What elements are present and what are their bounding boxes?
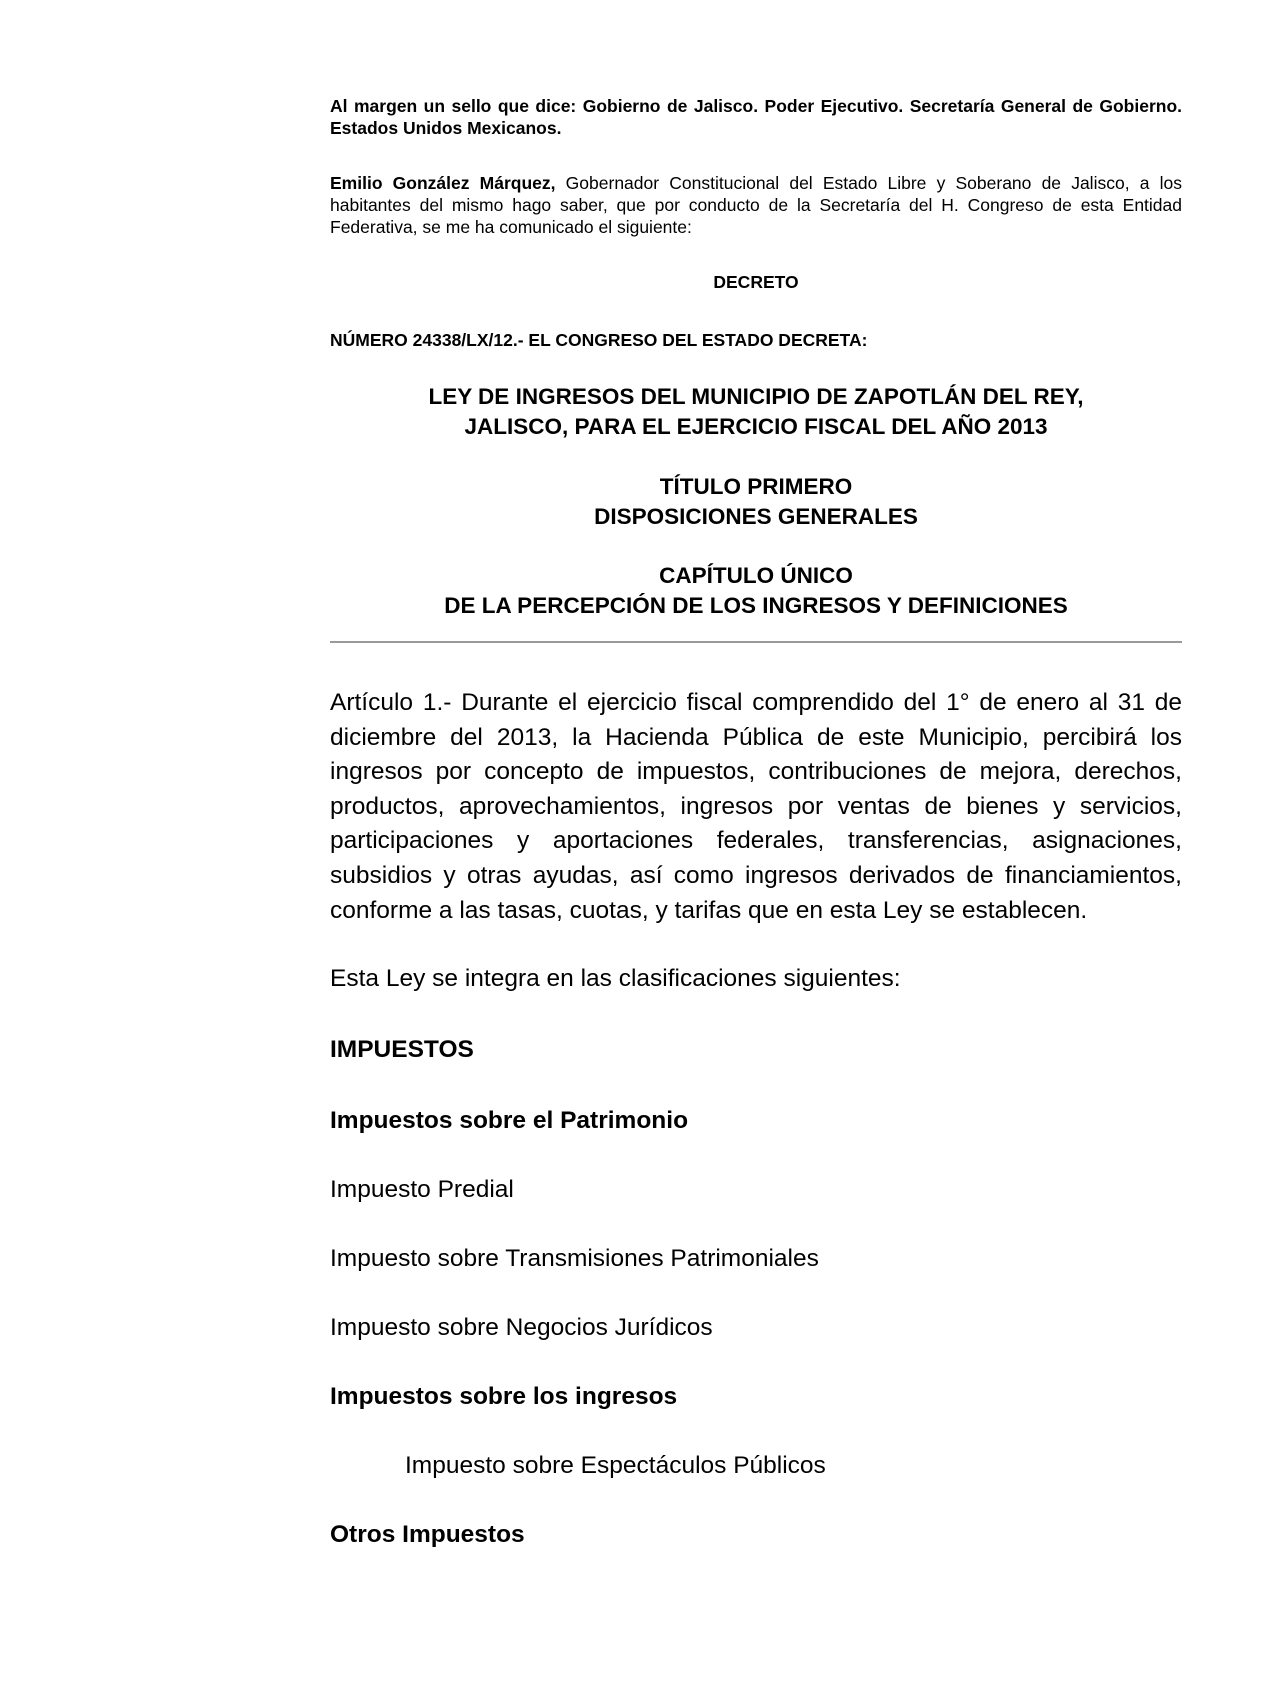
law-title	[330, 382, 1182, 442]
list-item-negocios: Impuesto sobre Negocios Jurídicos	[330, 1314, 713, 1341]
title-heading	[330, 472, 1182, 532]
decree-number: NÚMERO 24338/LX/12.- EL CONGRESO DEL ESTADO DECRETA:	[330, 330, 868, 350]
decreto-heading: DECRETO	[713, 272, 799, 292]
list-item-predial: Impuesto Predial	[330, 1176, 514, 1203]
patrimonio-heading: Impuestos sobre el Patrimonio	[330, 1107, 689, 1134]
article-1-paragraph: Artículo 1.- Durante el ejercicio fiscal comprendido del 1° de enero al 31 de diciembre del 2013, la Hacienda Pública de este Municipio, percibirá los ingresos por concepto de impuestos, contribuciones de mejora, derechos, productos, aprovechamientos, ingresos por ventas de bienes y servicios, participaciones y aportaciones federales, transferencias, asignaciones, subsidios y otras ayudas, así como ingresos derivados de financiamientos, conforme a las tasas, cuotas, y tarifas que en esta Ley se establecen.	[330, 689, 1182, 924]
title-heading-line-2: DISPOSICIONES GENERALES	[594, 504, 918, 529]
seal-note: Al margen un sello que dice: Gobierno de Jalisco. Poder Ejecutivo. Secretaría General de Gobierno. Estados Unidos Mexicanos.	[330, 96, 1182, 138]
chapter-heading-line-2: DE LA PERCEPCIÓN DE LOS INGRESOS Y DEFINICIONES	[444, 593, 1068, 618]
law-title-line-1: LEY DE INGRESOS DEL MUNICIPIO DE ZAPOTLÁN DEL REY,	[428, 384, 1084, 409]
list-item-espectaculos: Impuesto sobre Espectáculos Públicos	[405, 1452, 826, 1479]
chapter-heading	[330, 561, 1182, 621]
ingresos-heading: Impuestos sobre los ingresos	[330, 1383, 678, 1410]
chapter-heading-line-1: CAPÍTULO ÚNICO	[659, 563, 853, 588]
governor-name: Emilio González Márquez,	[330, 173, 556, 193]
title-heading-line-1: TÍTULO PRIMERO	[659, 474, 853, 499]
governor-text: Gobernador Constitucional del Estado Libre y Soberano de Jalisco, a los habitantes del mismo hago saber, que por conducto de la Secretaría del H. Congreso de esta Entidad Federativa, se me ha comunicado el siguiente:	[330, 173, 1182, 237]
law-title-line-2: JALISCO, PARA EL EJERCICIO FISCAL DEL AÑO 2013	[464, 414, 1048, 439]
otros-impuestos-heading: Otros Impuestos	[330, 1521, 525, 1548]
governor-paragraph	[330, 172, 1182, 238]
impuestos-heading: IMPUESTOS	[330, 1036, 474, 1063]
horizontal-divider	[330, 641, 1182, 643]
classification-intro: Esta Ley se integra en las clasificaciones siguientes:	[330, 965, 901, 992]
list-item-transmisiones: Impuesto sobre Transmisiones Patrimoniales	[330, 1245, 819, 1272]
